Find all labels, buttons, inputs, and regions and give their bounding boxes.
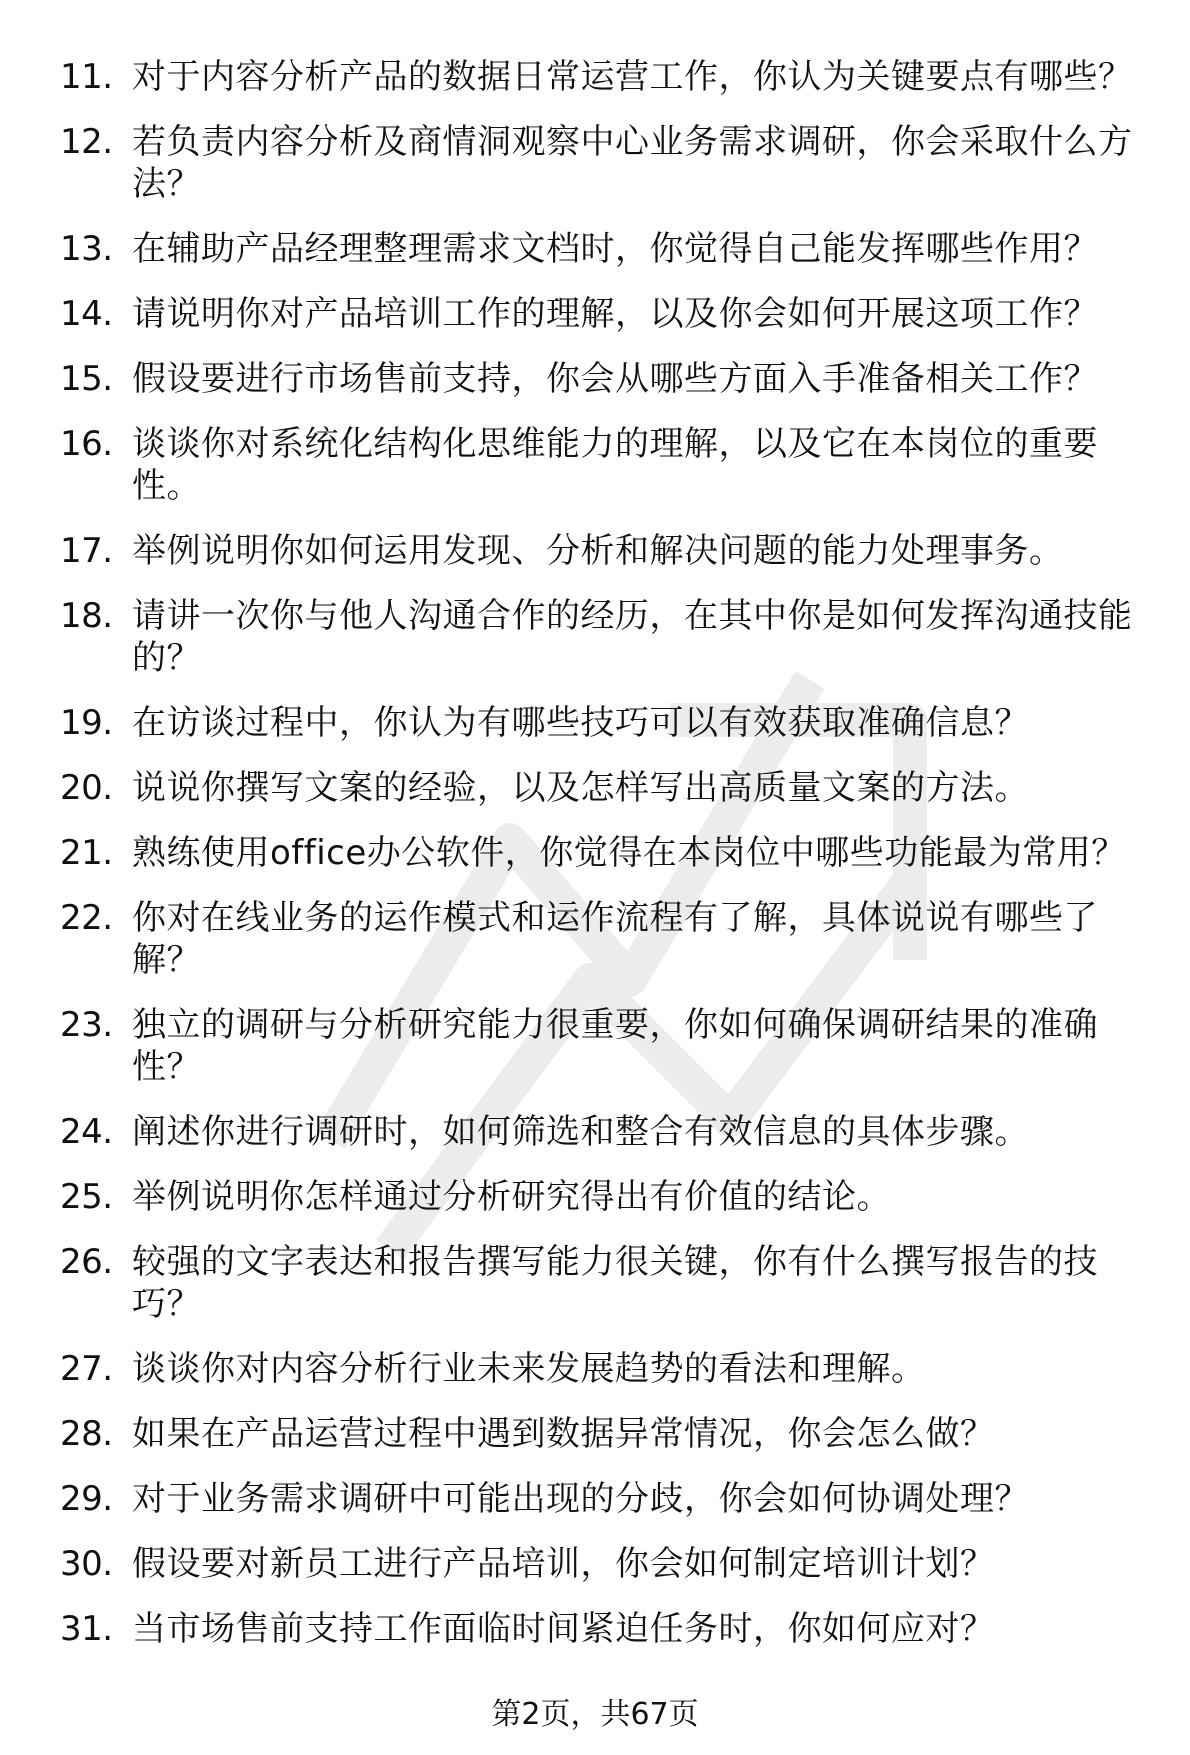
question-text: 谈谈你对系统化结构化思维能力的理解，以及它在本岗位的重要性。 bbox=[132, 424, 1098, 506]
question-number: 13. bbox=[60, 229, 113, 269]
list-item bbox=[60, 1241, 1160, 1325]
question-list bbox=[60, 56, 1160, 1673]
list-item bbox=[60, 1478, 1160, 1520]
question-text: 当市场售前支持工作面临时间紧迫任务时，你如何应对？ bbox=[132, 1609, 995, 1649]
question-text: 谈谈你对内容分析行业未来发展趋势的看法和理解。 bbox=[132, 1349, 926, 1389]
question-number: 24. bbox=[60, 1112, 113, 1152]
list-item bbox=[60, 1348, 1160, 1390]
question-text: 如果在产品运营过程中遇到数据异常情况，你会怎么做？ bbox=[132, 1414, 995, 1454]
question-text: 在访谈过程中，你认为有哪些技巧可以有效获取准确信息？ bbox=[132, 703, 1029, 743]
question-text: 若负责内容分析及商情洞观察中心业务需求调研，你会采取什么方法？ bbox=[132, 122, 1133, 204]
list-item bbox=[60, 293, 1160, 335]
question-number: 30. bbox=[60, 1544, 113, 1584]
list-item bbox=[60, 702, 1160, 744]
question-number: 17. bbox=[60, 531, 113, 571]
question-number: 14. bbox=[60, 294, 113, 334]
question-text: 假设要进行市场售前支持，你会从哪些方面入手准备相关工作？ bbox=[132, 359, 1098, 399]
list-item bbox=[60, 121, 1160, 205]
list-item bbox=[60, 595, 1160, 679]
page-number-footer: 第2页，共67页 bbox=[491, 1697, 699, 1732]
list-item bbox=[60, 358, 1160, 400]
question-text: 请说明你对产品培训工作的理解，以及你会如何开展这项工作？ bbox=[132, 294, 1098, 334]
question-number: 12. bbox=[60, 122, 113, 162]
question-text: 说说你撰写文案的经验，以及怎样写出高质量文案的方法。 bbox=[132, 768, 1029, 808]
list-item bbox=[60, 56, 1160, 98]
list-item bbox=[60, 1413, 1160, 1455]
question-text: 举例说明你如何运用发现、分析和解决问题的能力处理事务。 bbox=[132, 531, 1064, 571]
question-text: 对于内容分析产品的数据日常运营工作，你认为关键要点有哪些？ bbox=[132, 57, 1133, 97]
question-text: 在辅助产品经理整理需求文档时，你觉得自己能发挥哪些作用？ bbox=[132, 229, 1098, 269]
question-number: 15. bbox=[60, 359, 113, 399]
question-number: 22. bbox=[60, 898, 113, 938]
list-item bbox=[60, 1176, 1160, 1218]
question-text: 举例说明你怎样通过分析研究得出有价值的结论。 bbox=[132, 1177, 891, 1217]
list-item bbox=[60, 1608, 1160, 1650]
question-number: 23. bbox=[60, 1005, 113, 1045]
list-item bbox=[60, 1111, 1160, 1153]
question-number: 20. bbox=[60, 768, 113, 808]
question-text: 独立的调研与分析研究能力很重要，你如何确保调研结果的准确性？ bbox=[132, 1005, 1098, 1087]
list-item bbox=[60, 530, 1160, 572]
list-item bbox=[60, 832, 1160, 874]
question-number: 19. bbox=[60, 703, 113, 743]
question-number: 29. bbox=[60, 1479, 113, 1519]
list-item bbox=[60, 1004, 1160, 1088]
question-text: 较强的文字表达和报告撰写能力很关键，你有什么撰写报告的技巧？ bbox=[132, 1242, 1098, 1324]
question-number: 26. bbox=[60, 1242, 113, 1282]
question-text: 熟练使用office办公软件，你觉得在本岗位中哪些功能最为常用？ bbox=[132, 833, 1126, 873]
question-text: 阐述你进行调研时，如何筛选和整合有效信息的具体步骤。 bbox=[132, 1112, 1029, 1152]
question-number: 27. bbox=[60, 1349, 113, 1389]
question-number: 11. bbox=[60, 57, 113, 97]
question-number: 16. bbox=[60, 424, 113, 464]
question-number: 21. bbox=[60, 833, 113, 873]
question-text: 请讲一次你与他人沟通合作的经历，在其中你是如何发挥沟通技能的？ bbox=[132, 596, 1133, 678]
list-item bbox=[60, 767, 1160, 809]
question-text: 假设要对新员工进行产品培训，你会如何制定培训计划？ bbox=[132, 1544, 995, 1584]
question-number: 31. bbox=[60, 1609, 113, 1649]
question-text: 对于业务需求调研中可能出现的分歧，你会如何协调处理？ bbox=[132, 1479, 1029, 1519]
question-text: 你对在线业务的运作模式和运作流程有了解，具体说说有哪些了解？ bbox=[132, 898, 1098, 980]
question-number: 18. bbox=[60, 596, 113, 636]
list-item bbox=[60, 1543, 1160, 1585]
list-item bbox=[60, 897, 1160, 981]
question-number: 28. bbox=[60, 1414, 113, 1454]
question-number: 25. bbox=[60, 1177, 113, 1217]
list-item bbox=[60, 228, 1160, 270]
list-item bbox=[60, 423, 1160, 507]
